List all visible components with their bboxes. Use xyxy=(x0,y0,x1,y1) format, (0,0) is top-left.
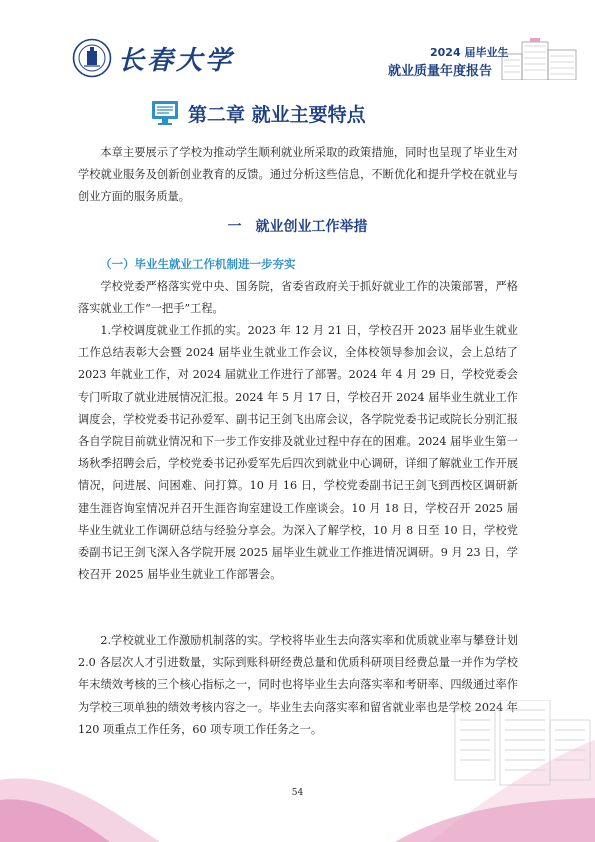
campus-building-illustration xyxy=(500,38,580,80)
page-number: 54 xyxy=(291,788,304,798)
chapter-heading xyxy=(150,96,366,130)
chapter-title: 第二章 就业主要特点 xyxy=(188,103,366,126)
monitor-icon xyxy=(150,98,180,128)
report-year: 2024 届毕业生 xyxy=(430,46,509,59)
university-logo-text: 长春大学 xyxy=(118,46,235,76)
intro-paragraph: 本章主要展示了学校为推动学生顺利就业所采取的政策措施，同时也呈现了毕业生对学校就业服务及创新创业教育的反馈。通过分析这些信息，不断优化和提升学校在就业与创业方面的服务质量。 xyxy=(78,146,518,204)
university-seal-icon xyxy=(72,38,112,78)
footer-decoration xyxy=(0,700,595,842)
section-title: 一 就业创业工作举措 xyxy=(227,219,368,235)
body-paragraph: 1.学校调度就业工作抓的实。2023 年 12 月 21 日，学校召开 2023 届毕业生就业工作总结表彰大会暨 2024 届毕业生就业工作会议，全体校领导参加会议，会上总结了 2023 年就业工作，对 2024 届就业工作进行了部署。2024 年 4 月 29 日，学校党委会专门听取了就业进展情况汇报。2024 年 5 月 17 日，学校召开 2024 届毕业生就业工作调度会，学校党委书记孙爱军、副书记王剑飞出席会议，各学院党委书记或院长分别汇报各自学院目前就业情况和下一步工作安排及就业过程中存在的困难。2024 届毕业生第一场秋季招聘会后，学校党委书记孙爱军先后四次到就业中心调研，详细了解就业工作开展情况，问进展、问困难、问打算。10 月 16 日，学校党委副书记王剑飞到西校区调研新建生涯咨询室情况并召开生涯咨询室建设工作座谈会。10 月 18 日，学校召开 2025 届毕业生就业工作调研总结与经验分享会。为深入了解学校，10 月 8 日至 10 日，学校党委副书记王剑飞深入各学院开展 2025 届毕业生就业工作推进情况调研。9 月 23 日，学校召开 2025 届毕业生就业工作部署会。 xyxy=(78,324,518,582)
report-title: 就业质量年度报告 xyxy=(388,64,493,79)
page-header xyxy=(0,0,595,90)
subsection-title: （一）毕业生就业工作机制进一步夯实 xyxy=(100,257,296,271)
body-paragraph: 2.学校就业工作激励机制落的实。学校将毕业生去向落实率和优质就业率与攀登计划 2.0 各层次人才引进数量，实际到账科研经费总量和优质科研项目经费总量一并作为学校年末绩效考核的三个核心指标之一，同时也将毕业生去向落实率和考研率、四级通过率作为学校三项单独的绩效考核内容之一。毕业生去向落实率和留省就业率也是学校 2024 年 120 项重点工作任务，60 项专项工作任务之一。 xyxy=(78,634,518,736)
body-paragraph: 学校党委严格落实党中央、国务院，省委省政府关于抓好就业工作的决策部署，严格落实就业工作“一把手”工程。 xyxy=(78,280,518,316)
